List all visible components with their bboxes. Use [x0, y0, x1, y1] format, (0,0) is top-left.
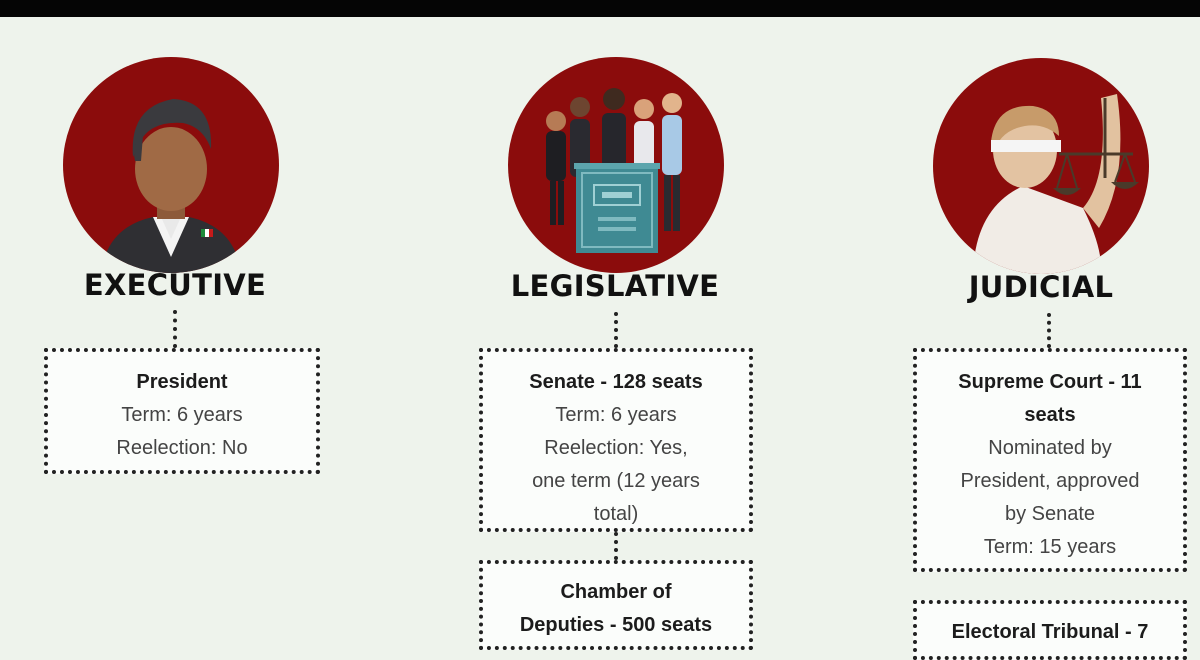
- chamber-heading-2: Deputies - 500 seats: [519, 614, 713, 636]
- president-card: [44, 348, 320, 474]
- top-bar: [0, 0, 1200, 17]
- judicial-connector: [1047, 313, 1051, 348]
- judicial-title: JUDICIAL: [968, 270, 1114, 304]
- electoral-tribunal-card: [913, 600, 1187, 660]
- president-icon: [63, 57, 279, 273]
- chamber-card: [479, 560, 753, 650]
- president-heading: President: [136, 371, 228, 393]
- supreme-heading-1: Supreme Court - 11: [958, 371, 1142, 393]
- legislators-voting-icon: [508, 57, 724, 273]
- senate-heading: Senate - 128 seats: [529, 371, 703, 393]
- president-reelection: Reelection: No: [116, 437, 248, 459]
- senate-reelection-total: total): [593, 503, 639, 525]
- lady-justice-icon: [933, 58, 1149, 274]
- executive-title: EXECUTIVE: [83, 268, 267, 302]
- supreme-nominated: Nominated by: [988, 437, 1112, 459]
- senate-reelection: Reelection: Yes,: [544, 437, 688, 459]
- senate-term: Term: 6 years: [555, 404, 677, 426]
- supreme-approved: President, approved: [960, 470, 1140, 492]
- chamber-heading-1: Chamber of: [560, 581, 672, 603]
- electoral-heading: Electoral Tribunal - 7: [951, 621, 1149, 643]
- executive-connector: [173, 310, 177, 348]
- supreme-senate: by Senate: [1004, 503, 1096, 525]
- senate-card: [479, 348, 753, 532]
- president-term: Term: 6 years: [121, 404, 243, 426]
- senate-reelection-detail: one term (12 years: [532, 470, 700, 492]
- legislative-connector-2: [614, 532, 618, 560]
- legislative-connector: [614, 312, 618, 348]
- supreme-heading-2: seats: [1024, 404, 1076, 426]
- legislative-title: LEGISLATIVE: [510, 269, 720, 303]
- supreme-term: Term: 15 years: [983, 536, 1117, 558]
- supreme-court-card: [913, 348, 1187, 572]
